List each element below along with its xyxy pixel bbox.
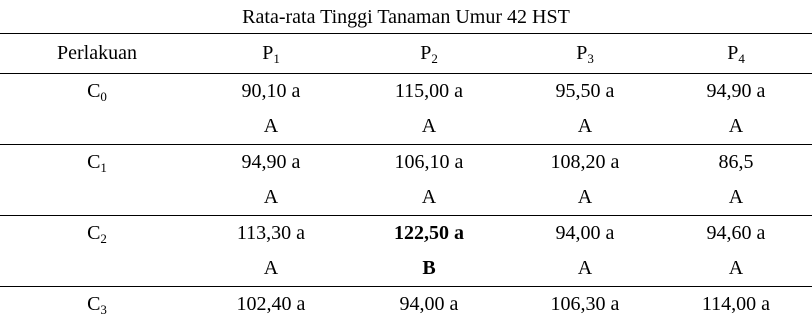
- cell-letter: A: [421, 114, 437, 137]
- header-p2: $P_2$: [348, 34, 510, 74]
- header-p4: $P_4$: [660, 34, 812, 74]
- cell-value: 106,10 a: [348, 145, 510, 180]
- table-row-c2-letters: [0, 251, 812, 287]
- cell-value: 108,20 a: [510, 145, 660, 180]
- cell-letter: A: [421, 185, 437, 208]
- cell-value: 106,30 a: [510, 287, 660, 322]
- cell-letter: A: [263, 256, 279, 279]
- cell-value: 94,60 a: [660, 216, 812, 251]
- table-row-c2-values: [0, 216, 812, 251]
- data-table: [0, 33, 812, 322]
- cell-value: 115,00 a: [394, 79, 464, 102]
- cell-value: 94,90 a: [706, 79, 766, 102]
- table-row-c0-letters: [0, 109, 812, 145]
- cell-value-highlight: 122,50 a: [348, 216, 510, 251]
- cell-value: 114,00 a: [660, 287, 812, 322]
- row-label-c1: $C_1$: [0, 145, 194, 180]
- cell-value: 86,5: [660, 145, 812, 180]
- cell-letter: A: [263, 185, 279, 208]
- cell-value: 113,30 a: [194, 216, 348, 251]
- cell-letter: A: [577, 185, 593, 208]
- row-label-c2: $C_2$: [0, 216, 194, 251]
- table-title: Rata-rata Tinggi Tanaman Umur 42 HST: [242, 6, 570, 28]
- cell-letter: A: [728, 256, 744, 279]
- header-p1: $P_1$: [194, 34, 348, 74]
- header-row: [0, 34, 812, 74]
- cell-value: 90,10 a: [241, 79, 301, 102]
- cell-value: 95,50 a: [555, 79, 615, 102]
- cell-letter: A: [263, 114, 279, 137]
- cell-value: 94,90 a: [194, 145, 348, 180]
- row-label-c0: $C_0$: [87, 79, 107, 104]
- cell-value: 94,00 a: [348, 287, 510, 322]
- header-perlakuan: Perlakuan: [0, 34, 194, 74]
- cell-value: 94,00 a: [510, 216, 660, 251]
- row-label-c3: $C_3$: [0, 287, 194, 322]
- table-row-c3-values: [0, 287, 812, 322]
- table-row-c0-values: [0, 74, 812, 109]
- cell-value: 102,40 a: [194, 287, 348, 322]
- table-row-c1-letters: [0, 180, 812, 216]
- header-p3: $P_3$: [510, 34, 660, 74]
- cell-letter: A: [728, 185, 744, 208]
- cell-letter: A: [728, 114, 744, 137]
- cell-letter: A: [577, 256, 593, 279]
- table-row-c1-values: [0, 145, 812, 180]
- cell-letter-highlight: B: [422, 256, 436, 279]
- cell-letter: A: [577, 114, 593, 137]
